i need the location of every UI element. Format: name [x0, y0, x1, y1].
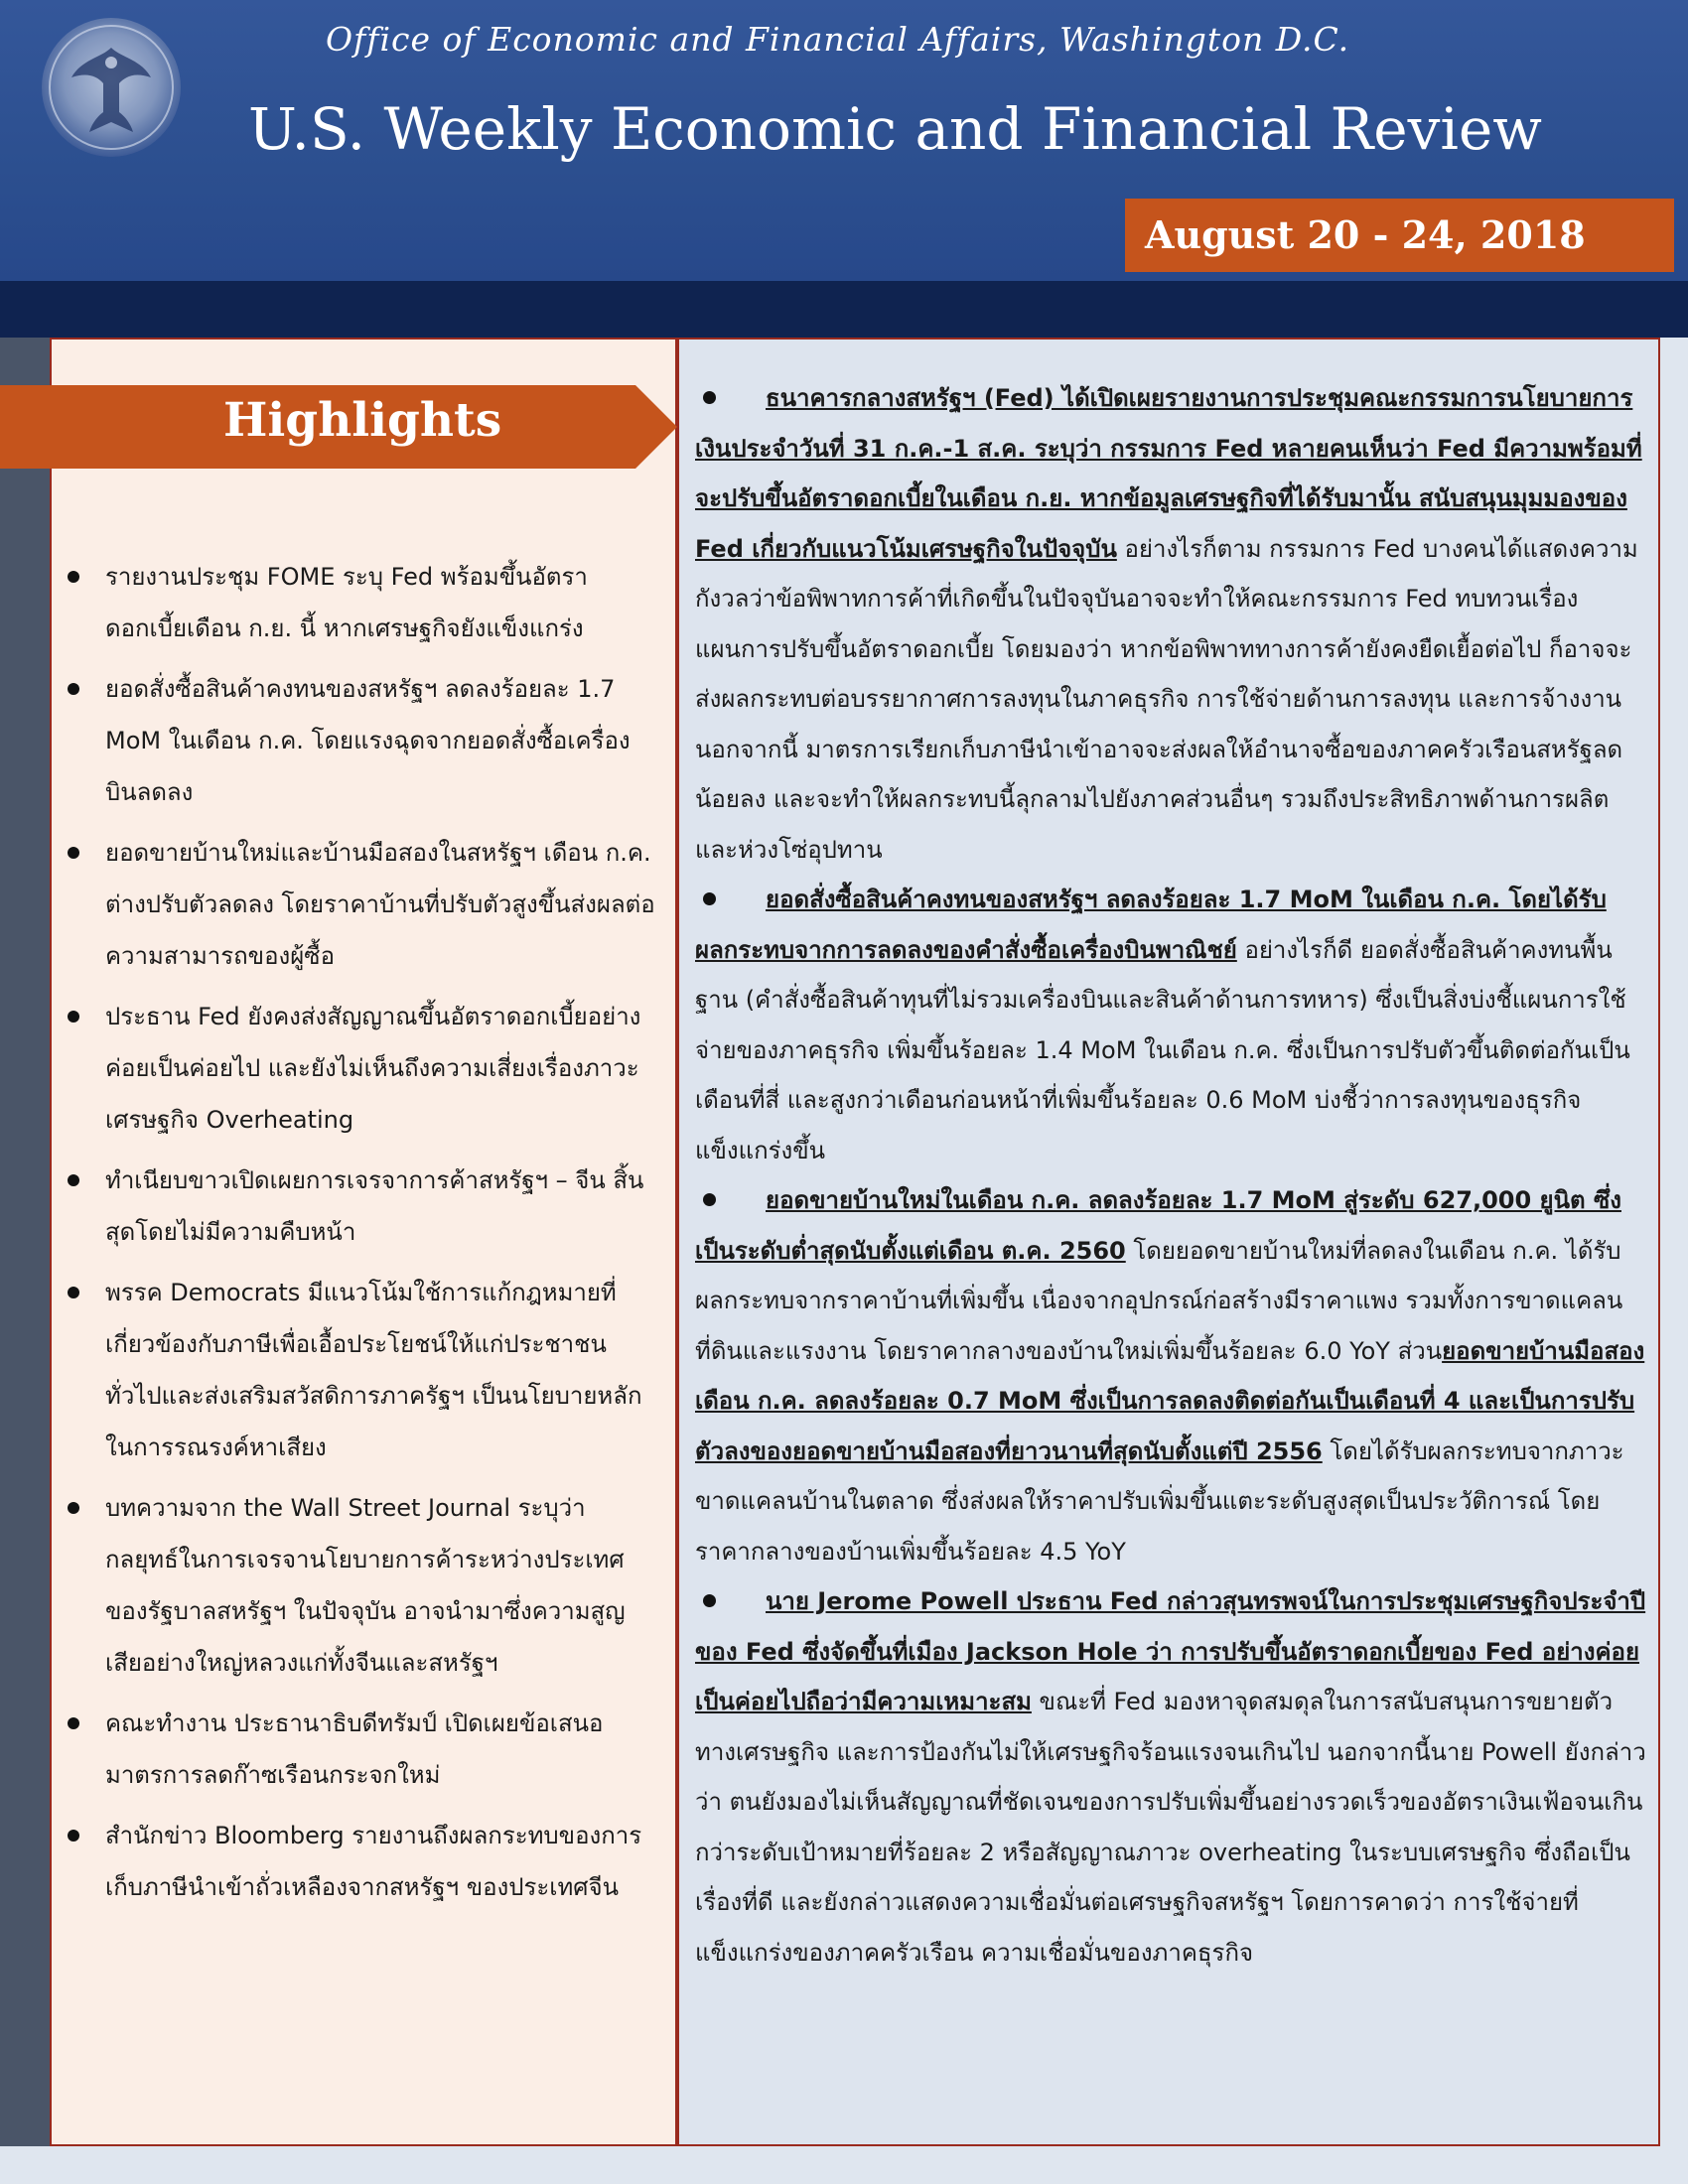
date-badge: August 20 - 24, 2018 — [1125, 199, 1674, 272]
left-side-bar — [0, 338, 50, 2146]
news-lead: ยอดสั่งซื้อสินค้าคงทนของสหรัฐฯ ลดลงร้อยละ 1.7 MoM ในเดือน ก.ค. โดยได้รับผลกระทบจากการลดลงของคำสั่งซื้อเครื่องบินพาณิชย์ — [695, 886, 1607, 964]
news-body: อย่างไรก็ดี ยอดสั่งซื้อสินค้าคงทนพื้นฐาน (คำสั่งซื้อสินค้าทุนที่ไม่รวมเครื่องบินและสินค้าด้านการทหาร) ซึ่งเป็นสิ่งบ่งชี้แผนการใช้จ่ายของภาคธุรกิจ เพิ่มขึ้นร้อยละ 1.4 MoM ในเดือน ก.ค. ซึ่งเป็นการปรับตัวขึ้นติดต่อกันเป็นเดือนที่สี่ และสูงกว่าเดือนก่อนหน้าที่เพิ่มขึ้นร้อยละ 0.6 MoM บ่งชี้ว่าการลงทุนของธุรกิจแข็งแกร่งขึ้น — [695, 935, 1630, 1164]
list-item: ยอดสั่งซื้อสินค้าคงทนของสหรัฐฯ ลดลงร้อยละ 1.7 MoM ในเดือน ก.ค. โดยแรงฉุดจากยอดสั่งซื้อเครื่องบินลดลง — [62, 663, 657, 818]
news-item-fed-minutes — [695, 373, 1648, 875]
bullet-icon — [703, 1193, 716, 1206]
list-item: ประธาน Fed ยังคงส่งสัญญาณขึ้นอัตราดอกเบี้ยอย่างค่อยเป็นค่อยไป และยังไม่เห็นถึงความเสี่ยงเรื่องภาวะเศรษฐกิจ Overheating — [62, 991, 657, 1146]
office-name: Office of Economic and Financial Affairs, Washington D.C. — [326, 20, 1350, 59]
news-lead-secondary: ยอดขายบ้านมือสองเดือน ก.ค. ลดลงร้อยละ 0.7 MoM ซึ่งเป็นการลดลงติดต่อกันเป็นเดือนที่ 4 และเป็นการปรับตัวลงของยอดขายบ้านมือสองที่ยาวนานที่สุดนับตั้งแต่ปี 2556 — [695, 1336, 1645, 1465]
news-item-powell-speech — [695, 1576, 1648, 1978]
list-item: ยอดขายบ้านใหม่และบ้านมือสองในสหรัฐฯ เดือน ก.ค. ต่างปรับตัวลดลง โดยราคาบ้านที่ปรับตัวสูงขึ้นส่งผลต่อความสามารถของผู้ซื้อ — [62, 827, 657, 982]
bullet-icon — [703, 391, 716, 404]
highlights-heading: Highlights — [223, 393, 502, 448]
news-body: อย่างไรก็ตาม กรรมการ Fed บางคนได้แสดงความกังวลว่าข้อพิพาทการค้าที่เกิดขึ้นในปัจจุบันอาจจะทำให้คณะกรรมการ Fed ทบทวนเรื่องแผนการปรับขึ้นอัตราดอกเบี้ย โดยมองว่า หากข้อพิพาททางการค้ายังคงยืดเยื้อต่อไป ก็อาจจะส่งผลกระทบต่อบรรยากาศการลงทุนในภาคธุรกิจ การใช้จ่ายด้านการลงทุน และการจ้างงาน นอกจากนี้ มาตรการเรียกเก็บภาษีนำเข้าอาจจะส่งผลให้อำนาจซื้อของภาคครัวเรือนสหรัฐลดน้อยลง และจะทำให้ผลกระทบนี้ลุกลามไปยังภาคส่วนอื่นๆ รวมถึงประสิทธิภาพด้านการผลิตและห่วงโซ่อุปทาน — [695, 534, 1638, 864]
page-title: U.S. Weekly Economic and Financial Review — [248, 95, 1542, 163]
bullet-icon — [703, 1594, 716, 1607]
list-item: รายงานประชุม FOME ระบุ Fed พร้อมขึ้นอัตราดอกเบี้ยเดือน ก.ย. นี้ หากเศรษฐกิจยังแข็งแกร่ง — [62, 551, 657, 654]
list-item: บทความจาก the Wall Street Journal ระบุว่า กลยุทธ์ในการเจรจานโยบายการค้าระหว่างประเทศของรัฐบาลสหรัฐฯ ในปัจจุบัน อาจนำมาซึ่งความสูญเสียอย่างใหญ่หลวงแก่ทั้งจีนและสหรัฐฯ — [62, 1482, 657, 1689]
news-item-durable-goods — [695, 875, 1648, 1175]
news-lead: ยอดขายบ้านใหม่ในเดือน ก.ค. ลดลงร้อยละ 1.7 MoM สู่ระดับ 627,000 ยูนิต ซึ่งเป็นระดับต่ำสุดนับตั้งแต่เดือน ต.ค. 2560 — [695, 1186, 1621, 1265]
news-lead: นาย Jerome Powell ประธาน Fed กล่าวสุนทรพจน์ในการประชุมเศรษฐกิจประจำปีของ Fed ซึ่งจัดขึ้นที่เมือง Jackson Hole ว่า การปรับขึ้นอัตราดอกเบี้ยของ Fed อย่างค่อยเป็นค่อยไปถือว่ามีความเหมาะสม — [695, 1587, 1646, 1715]
bullet-icon — [703, 892, 716, 905]
news-body: ขณะที่ Fed มองหาจุดสมดุลในการสนับสนุนการขยายตัวทางเศรษฐกิจ และการป้องกันไม่ให้เศรษฐกิจร้อนแรงจนเกินไป นอกจากนี้นาย Powell ยังกล่าวว่า ตนยังมองไม่เห็นสัญญาณที่ชัดเจนของการปรับเพิ่มขึ้นอย่างรวดเร็วของอัตราเงินเฟ้อจนเกินกว่าระดับเป้าหมายที่ร้อยละ 2 หรือสัญญาณภาวะ overheating ในระบบเศรษฐกิจ ซึ่งถือเป็นเรื่องที่ดี และยังกล่าวแสดงความเชื่อมั่นต่อเศรษฐกิจสหรัฐฯ โดยการคาดว่า การใช้จ่ายที่แข็งแกร่งของภาคครัวเรือน ความเชื่อมั่นของภาคธุรกิจ — [695, 1688, 1646, 1967]
eagle-seal-icon — [42, 18, 181, 157]
news-lead: ธนาคารกลางสหรัฐฯ (Fed) ได้เปิดเผยรายงานการประชุมคณะกรรมการนโยบายการเงินประจำวันที่ 31 ก.ค.-1 ส.ค. ระบุว่า กรรมการ Fed หลายคนเห็นว่า Fed มีความพร้อมที่จะปรับขึ้นอัตราดอกเบี้ยในเดือน ก.ย. หากข้อมูลเศรษฐกิจที่ได้รับมานั้น สนับสนุนมุมมองของ Fed เกี่ยวกับแนวโน้มเศรษฐกิจในปัจจุบัน — [695, 384, 1642, 563]
list-item: สำนักข่าว Bloomberg รายงานถึงผลกระทบของการเก็บภาษีนำเข้าถั่วเหลืองจากสหรัฐฯ ของประเทศจีน — [62, 1810, 657, 1913]
news-body: โดยยอดขายบ้านใหม่ที่ลดลงในเดือน ก.ค. ได้รับผลกระทบจากราคาบ้านที่เพิ่มขึ้น เนื่องจากอุปกรณ์ก่อสร้างมีราคาแพง รวมทั้งการขาดแคลนที่ดินและแรงงาน โดยราคากลางของบ้านใหม่เพิ่มขึ้นร้อยละ 6.0 YoY ส่วน — [695, 1236, 1623, 1365]
news-body-secondary: โดยได้รับผลกระทบจากภาวะขาดแคลนบ้านในตลาด ซึ่งส่งผลให้ราคาปรับเพิ่มขึ้นแตะระดับสูงสุดเป็นประวัติการณ์ โดยราคากลางของบ้านเพิ่มขึ้นร้อยละ 4.5 YoY — [695, 1436, 1624, 1566]
list-item: ทำเนียบขาวเปิดเผยการเจรจาการค้าสหรัฐฯ – จีน สิ้นสุดโดยไม่มีความคืบหน้า — [62, 1155, 657, 1258]
news-column — [695, 373, 1648, 1978]
highlights-list — [62, 551, 657, 1922]
list-item: คณะทำงาน ประธานาธิบดีทรัมป์ เปิดเผยข้อเสนอมาตรการลดก๊าซเรือนกระจกใหม่ — [62, 1698, 657, 1801]
header-strip — [0, 281, 1688, 338]
list-item: พรรค Democrats มีแนวโน้มใช้การแก้กฎหมายที่เกี่ยวข้องกับภาษีเพื่อเอื้อประโยชน์ให้แก่ประชาชนทั่วไปและส่งเสริมสวัสดิการภาครัฐฯ เป็นนโยบายหลักในการรณรงค์หาเสียง — [62, 1267, 657, 1473]
news-item-home-sales — [695, 1175, 1648, 1576]
